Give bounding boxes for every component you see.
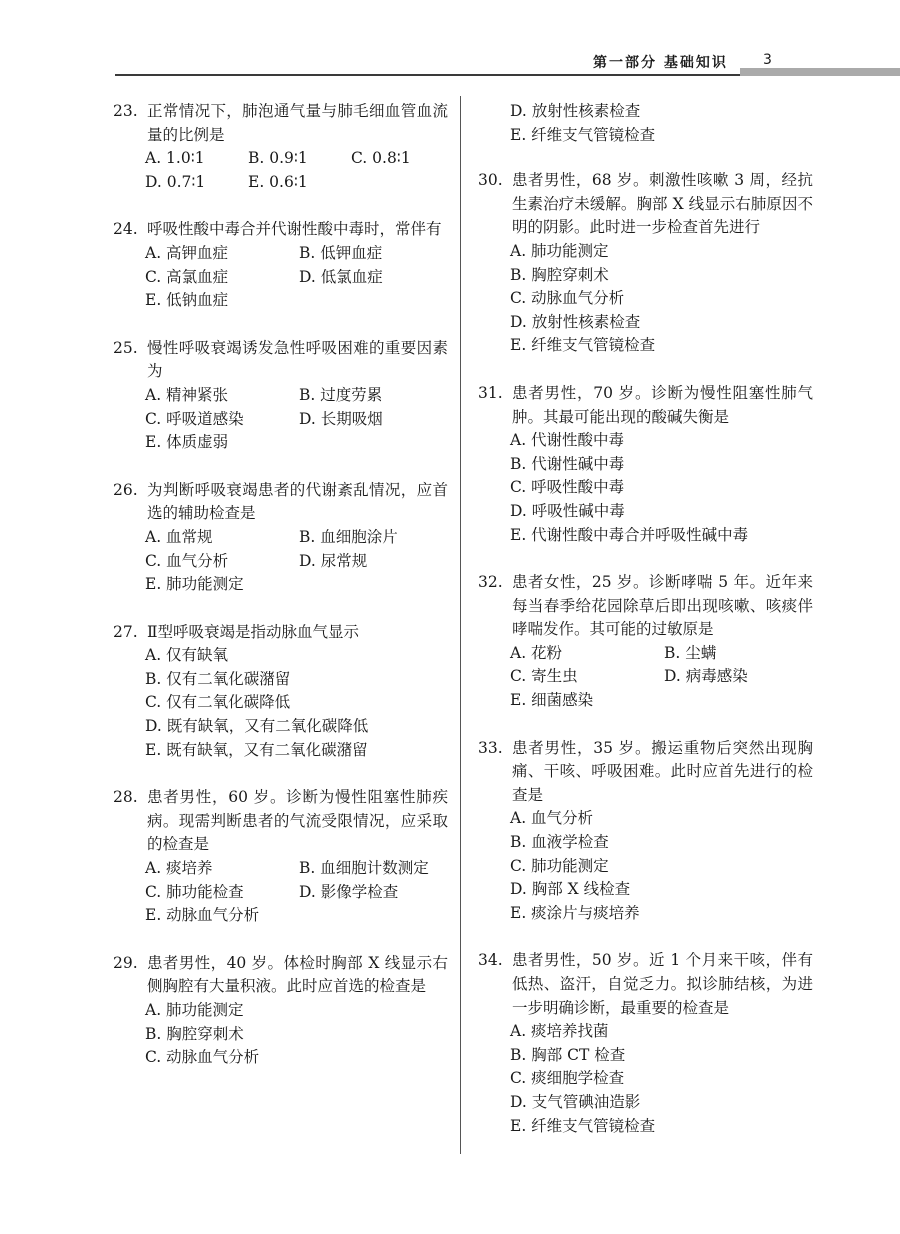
left-column xyxy=(113,100,448,1094)
option-d: D. 长期吸烟 xyxy=(299,409,383,428)
option-d: D. 0.7∶1 xyxy=(145,172,206,191)
option-b: B. 血液学检查 xyxy=(510,833,609,852)
question-number: 32. xyxy=(478,573,503,592)
option-c: C. 肺功能检查 xyxy=(145,882,244,901)
option-a: A. 仅有缺氧 xyxy=(145,646,229,665)
question-number: 25. xyxy=(113,338,138,357)
header-accent-bar xyxy=(740,68,900,76)
option-b: B. 血细胞计数测定 xyxy=(299,859,429,878)
section-title: 第一部分 基础知识 xyxy=(593,55,728,71)
question-stem: 呼吸性酸中毒合并代谢性酸中毒时，常伴有 xyxy=(147,220,442,239)
option-d: D. 尿常规 xyxy=(299,551,368,570)
option-a: A. 痰培养 xyxy=(145,859,213,878)
question-30 xyxy=(478,169,813,358)
option-b: B. 胸腔穿刺术 xyxy=(510,265,609,284)
option-a: A. 痰培养找菌 xyxy=(510,1022,609,1041)
option-e: E. 动脉血气分析 xyxy=(145,906,260,925)
option-d: D. 低氯血症 xyxy=(299,267,383,286)
question-33 xyxy=(478,737,813,926)
option-a: A. 代谢性酸中毒 xyxy=(510,431,625,450)
option-b: B. 0.9∶1 xyxy=(248,149,308,168)
page-number: 3 xyxy=(763,52,772,68)
option-c: C. 高氯血症 xyxy=(145,267,229,286)
option-c: C. 呼吸道感染 xyxy=(145,409,244,428)
option-d: D. 胸部 X 线检查 xyxy=(510,880,631,899)
option-c: C. 痰细胞学检查 xyxy=(510,1069,625,1088)
options xyxy=(113,147,448,194)
options xyxy=(113,857,448,928)
question-number: 23. xyxy=(113,102,138,120)
option-a: A. 精神紧张 xyxy=(145,385,229,404)
question-32 xyxy=(478,571,813,713)
option-d: D. 病毒感染 xyxy=(664,667,748,686)
question-stem: 正常情况下，肺泡通气量与肺毛细血管血流量的比例是 xyxy=(147,102,448,144)
option-a: A. 肺功能测定 xyxy=(145,1001,244,1019)
question-stem: 患者男性，68 岁。刺激性咳嗽 3 周，经抗生素治疗未缓解。胸部 X 线显示右肺原因不明的阴影。此时进一步检查首先进行 xyxy=(512,171,813,237)
option-b: B. 代谢性碱中毒 xyxy=(510,454,625,473)
question-number: 33. xyxy=(478,738,503,757)
options xyxy=(478,240,813,358)
option-d: D. 呼吸性碱中毒 xyxy=(510,501,625,520)
question-number: 29. xyxy=(113,953,138,972)
question-stem: 慢性呼吸衰竭诱发急性呼吸困难的重要因素为 xyxy=(147,338,448,381)
options xyxy=(478,100,813,147)
question-stem: 患者男性，70 岁。诊断为慢性阻塞性肺气肿。其最可能出现的酸碱失衡是 xyxy=(512,383,813,426)
question-stem: 患者男性，35 岁。搬运重物后突然出现胸痛、干咳、呼吸困难。此时应首先进行的检查是 xyxy=(512,738,813,804)
option-a: A. 血常规 xyxy=(145,527,213,546)
options xyxy=(113,526,448,597)
question-stem: Ⅱ型呼吸衰竭是指动脉血气显示 xyxy=(147,622,360,641)
question-23 xyxy=(113,100,448,194)
option-b: B. 胸腔穿刺术 xyxy=(145,1024,244,1043)
question-27 xyxy=(113,621,448,763)
question-stem: 为判断呼吸衰竭患者的代谢紊乱情况，应首选的辅助检查是 xyxy=(147,480,448,523)
option-c: C. 呼吸性酸中毒 xyxy=(510,478,625,497)
question-34 xyxy=(478,949,813,1138)
option-a: A. 花粉 xyxy=(510,643,563,662)
question-number: 34. xyxy=(478,951,503,970)
option-c: C. 动脉血气分析 xyxy=(510,289,625,308)
option-b: B. 过度劳累 xyxy=(299,385,383,404)
option-b: B. 尘螨 xyxy=(664,643,717,662)
option-e: E. 纤维支气管镜检查 xyxy=(510,125,656,144)
options xyxy=(113,242,448,313)
option-c: C. 肺功能测定 xyxy=(510,856,609,875)
question-25 xyxy=(113,337,448,455)
question-26 xyxy=(113,479,448,597)
question-number: 31. xyxy=(478,383,503,402)
options xyxy=(478,807,813,925)
option-a: A. 高钾血症 xyxy=(145,243,229,262)
right-column xyxy=(478,100,813,1162)
option-b: B. 胸部 CT 检查 xyxy=(510,1045,626,1064)
question-stem: 患者男性，50 岁。近 1 个月来干咳，伴有低热、盗汗，自觉乏力。拟诊肺结核，为进一步明确诊断，最重要的检查是 xyxy=(512,951,813,1017)
option-a: A. 1.0∶1 xyxy=(145,149,205,168)
question-number: 27. xyxy=(113,622,138,641)
option-b: B. 低钾血症 xyxy=(299,243,383,262)
option-d: D. 放射性核素检查 xyxy=(510,312,641,331)
question-28 xyxy=(113,786,448,928)
options xyxy=(478,642,813,713)
options xyxy=(113,384,448,455)
option-a: A. 血气分析 xyxy=(510,809,594,828)
options xyxy=(113,644,448,762)
options xyxy=(478,1020,813,1138)
option-d: D. 支气管碘油造影 xyxy=(510,1092,641,1111)
option-e: E. 0.6∶1 xyxy=(248,172,308,191)
question-29 xyxy=(113,952,448,1070)
option-c: C. 0.8∶1 xyxy=(351,149,411,168)
option-c: C. 寄生虫 xyxy=(510,667,578,686)
question-number: 26. xyxy=(113,480,138,499)
option-e: E. 肺功能测定 xyxy=(145,575,244,594)
column-divider xyxy=(460,96,461,1154)
option-e: E. 纤维支气管镜检查 xyxy=(510,1116,656,1135)
option-e: E. 低钠血症 xyxy=(145,291,229,310)
option-a: A. 肺功能测定 xyxy=(510,241,609,260)
option-b: B. 血细胞涂片 xyxy=(299,527,398,546)
question-stem: 患者男性，60 岁。诊断为慢性阻塞性肺疾病。现需判断患者的气流受限情况，应采取的检查是 xyxy=(147,788,448,854)
question-number: 28. xyxy=(113,788,138,807)
option-e: E. 既有缺氧，又有二氧化碳潴留 xyxy=(145,740,368,759)
question-number: 30. xyxy=(478,171,503,190)
option-e: E. 纤维支气管镜检查 xyxy=(510,336,656,355)
option-e: E. 细菌感染 xyxy=(510,691,594,710)
option-c: C. 动脉血气分析 xyxy=(145,1048,260,1067)
question-29-continued xyxy=(478,100,813,147)
question-31 xyxy=(478,382,813,547)
options xyxy=(113,999,448,1070)
option-d: D. 放射性核素检查 xyxy=(510,102,641,120)
options xyxy=(478,429,813,547)
question-24 xyxy=(113,218,448,312)
option-e: E. 代谢性酸中毒合并呼吸性碱中毒 xyxy=(510,525,749,544)
option-e: E. 痰涂片与痰培养 xyxy=(510,903,640,922)
option-d: D. 影像学检查 xyxy=(299,882,399,901)
option-c: C. 仅有二氧化碳降低 xyxy=(145,693,291,712)
option-d: D. 既有缺氧，又有二氧化碳降低 xyxy=(145,717,369,736)
option-e: E. 体质虚弱 xyxy=(145,433,229,452)
question-stem: 患者男性，40 岁。体检时胸部 X 线显示右侧胸腔有大量积液。此时应首选的检查是 xyxy=(147,953,448,996)
option-c: C. 血气分析 xyxy=(145,551,229,570)
question-stem: 患者女性，25 岁。诊断哮喘 5 年。近年来每当春季给花园除草后即出现咳嗽、咳痰伴哮喘发作。其可能的过敏原是 xyxy=(512,573,813,639)
option-b: B. 仅有二氧化碳潴留 xyxy=(145,669,291,688)
question-number: 24. xyxy=(113,220,138,239)
